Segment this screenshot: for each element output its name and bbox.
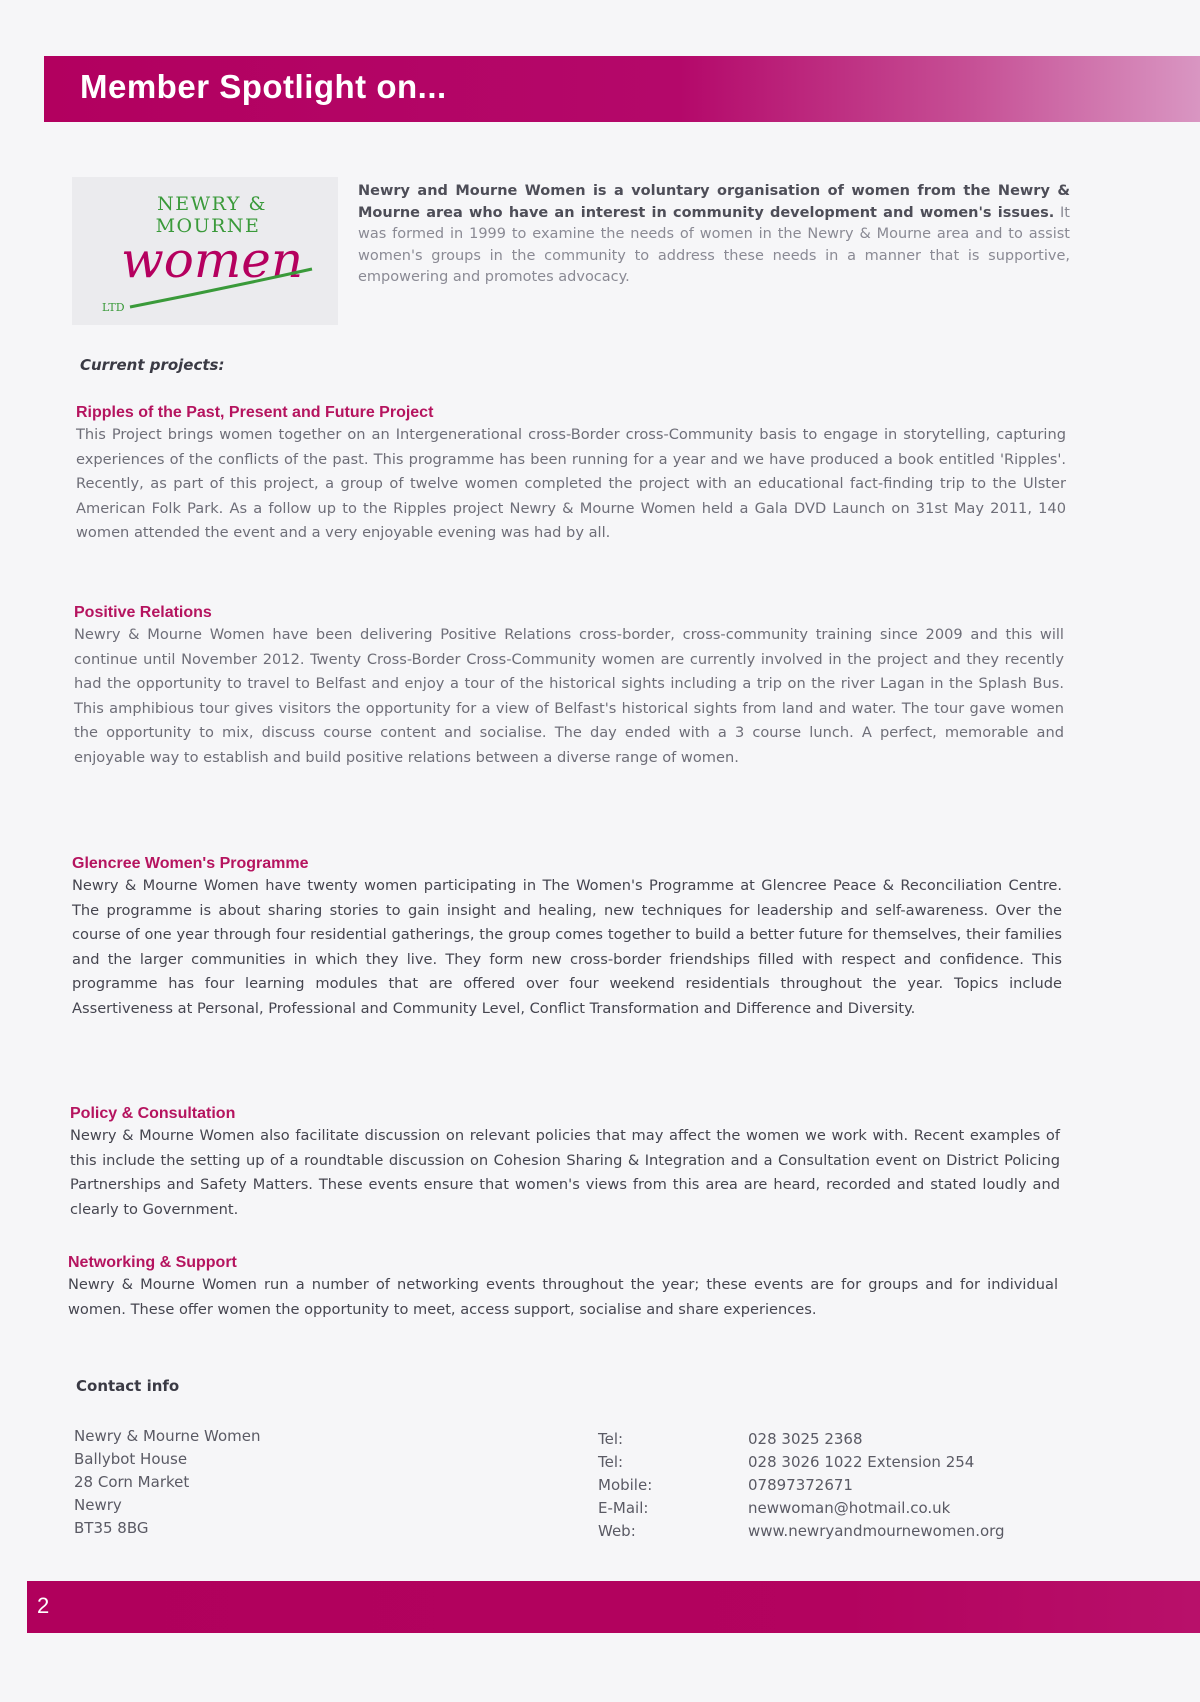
section-policy (70, 1105, 1060, 1222)
contact-web: www.newryandmournewomen.org (748, 1522, 1005, 1540)
contact-tel: 028 3025 2368 (748, 1430, 863, 1448)
contact-address (74, 1425, 261, 1540)
intro-paragraph (358, 181, 1070, 289)
section-title: Positive Relations (74, 604, 212, 621)
contact-label-mobile: Mobile: (598, 1476, 653, 1494)
section-title: Glencree Women's Programme (72, 855, 309, 872)
address-line: Newry (74, 1496, 122, 1514)
contact-label-tel-2: Tel: (598, 1453, 624, 1471)
intro-bold: Newry and Mourne Women is a voluntary organisation of women from the Newry & Mourne area who have an interest in community development and women's issues. (358, 183, 1070, 221)
contact-email: newwoman@hotmail.co.uk (748, 1499, 951, 1517)
contact-label-email: E-Mail: (598, 1499, 649, 1517)
logo-line-2: MOURNE (155, 215, 261, 237)
header-banner (44, 56, 1200, 122)
logo-line-3: women (120, 231, 304, 289)
intro-text: It was formed in 1999 to examine the needs of women in the Newry & Mourne area and to assist women's groups in the community to address these needs in a manner that is supportive, empowering and promotes advocacy. (358, 204, 1070, 285)
organisation-logo (72, 177, 338, 325)
contact-labels (598, 1428, 652, 1543)
contact-label-tel: Tel: (598, 1430, 624, 1448)
address-line: Ballybot House (74, 1450, 188, 1468)
logo-line-1: NEWRY & (157, 193, 267, 215)
section-body: This Project brings women together on an Intergenerational cross-Border cross-Community basis to engage in storytelling, capturing experiences of the conflicts of the past. This programme has been running for a year and we have produced a book entitled 'Ripples'. Recently, as part of this project, a group of twelve women completed the project with an educational fact-finding trip to the Ulster American Folk Park. As a follow up to the Ripples project Newry & Mourne Women held a Gala DVD Launch on 31st May 2011, 140 women attended the event and a very enjoyable evening was had by all. (76, 426, 1066, 541)
section-body: Newry & Mourne Women have been delivering Positive Relations cross-border, cross-community training since 2009 and this will continue until November 2012. Twenty Cross-Border Cross-Community women are currently involved in the project and they recently had the opportunity to travel to Belfast and enjoy a tour of the historical sights including a trip on the river Lagan in the Splash Bus. This amphibious tour gives visitors the opportunity for a view of Belfast's historical sights from land and water. The tour gave women the opportunity to mix, discuss course content and socialise. The day ended with a 3 course lunch. A perfect, memorable and enjoyable way to establish and build positive relations between a diverse range of women. (74, 626, 1064, 766)
contact-mobile: 07897372671 (748, 1476, 853, 1494)
section-title: Ripples of the Past, Present and Future Project (76, 404, 434, 421)
section-ripples (76, 404, 1066, 546)
page-title: Member Spotlight on... (80, 68, 447, 105)
current-projects-label: Current projects: (80, 356, 225, 374)
page-number: 2 (37, 1593, 50, 1618)
address-line: BT35 8BG (74, 1519, 149, 1537)
section-title: Policy & Consultation (70, 1105, 236, 1122)
section-positive-relations (74, 604, 1064, 770)
address-line: Newry & Mourne Women (74, 1427, 261, 1445)
footer-banner (27, 1581, 1200, 1633)
contact-label-web: Web: (598, 1522, 636, 1540)
section-networking (68, 1254, 1058, 1322)
logo-ltd: LTD (102, 301, 125, 314)
section-body: Newry & Mourne Women also facilitate discussion on relevant policies that may affect the women we work with. Recent examples of this include the setting up of a roundtable discussion on Cohesion Sharing & Integration and a Consultation event on District Policing Partnerships and Safety Matters. These events ensure that women's views from this area are heard, recorded and stated loudly and clearly to Government. (70, 1127, 1060, 1218)
contact-tel-2: 028 3026 1022 Extension 254 (748, 1453, 975, 1471)
address-line: 28 Corn Market (74, 1473, 190, 1491)
section-body: Newry & Mourne Women have twenty women participating in The Women's Programme at Glencree Peace & Reconciliation Centre. The programme is about sharing stories to gain insight and healing, new techniques for leadership and self-awareness. Over the course of one year through four residential gatherings, the group comes together to build a better future for themselves, their families and the larger communities in which they live. They form new cross-border friendships filled with respect and confidence. This programme has four learning modules that are offered over four weekend residentials throughout the year. Topics include Assertiveness at Personal, Professional and Community Level, Conflict Transformation and Difference and Diversity. (72, 877, 1062, 1017)
contact-heading: Contact info (76, 1377, 180, 1395)
contact-values (748, 1428, 1005, 1543)
section-glencree (72, 855, 1062, 1021)
section-body: Newry & Mourne Women run a number of networking events throughout the year; these events are for groups and for individual women. These offer women the opportunity to meet, access support, socialise and share experiences. (68, 1276, 1058, 1318)
section-title: Networking & Support (68, 1254, 237, 1271)
